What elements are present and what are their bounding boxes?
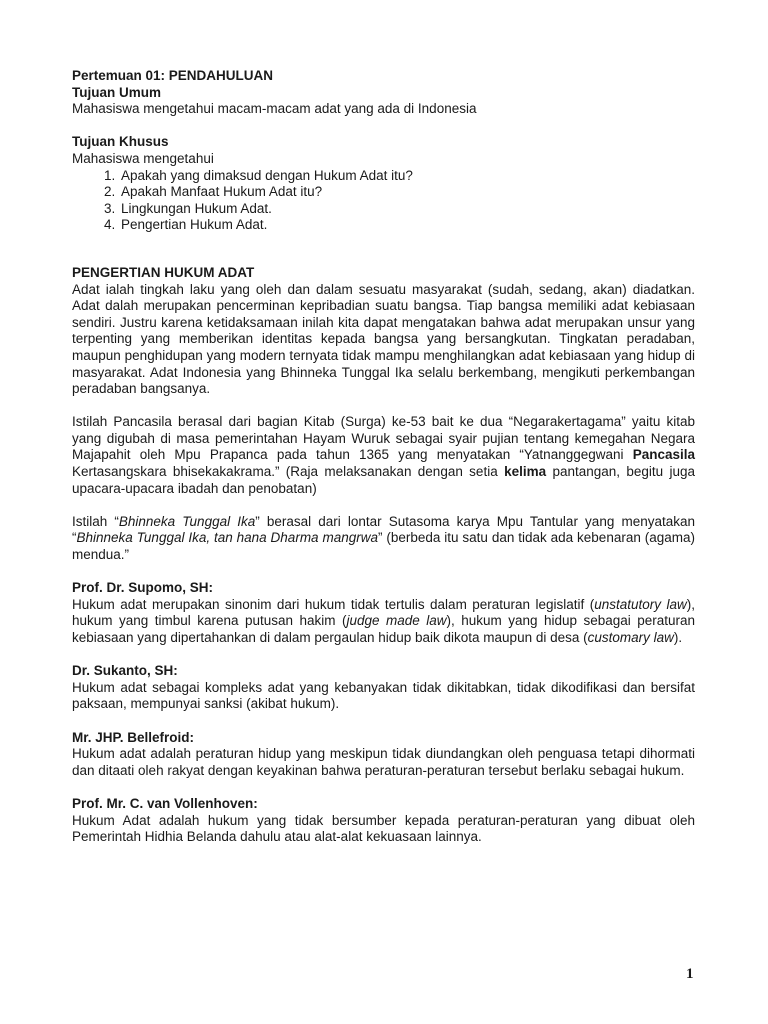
section-heading: PENGERTIAN HUKUM ADAT bbox=[72, 264, 255, 280]
general-goal-heading: Tujuan Umum bbox=[72, 84, 161, 100]
list-item: 1. Apakah yang dimaksud dengan Hukum Adat itu? bbox=[119, 168, 695, 185]
list-item: 4. Pengertian Hukum Adat. bbox=[119, 217, 695, 234]
list-item: 3. Lingkungan Hukum Adat. bbox=[119, 201, 695, 218]
expert-definition-supomo: Hukum adat merupakan sinonim dari hukum tidak tertulis dalam peraturan legislatif (unstatutory law), hukum yang timbul karena putusan hakim (judge made law), hukum yang hidup sebagai peraturan kebiasaan yang dipertahankan di dalam pergaulan hidup baik dikota maupun di desa (customary law). bbox=[72, 596, 696, 645]
paragraph-adat: Adat ialah tingkah laku yang oleh dan dalam sesuatu masyarakat (sudah, sedang, akan) diadatkan. Adat dalah merupakan pencerminan kepribadian suatu bangsa. Tiap bangsa memiliki adat kebiasaan sendiri. Justru karena ketidaksamaan inilah kita dapat mengatakan bahwa adat merupakan unsur yang terpenting yang memberikan identitas kepada bangsa yang bersangkutan. Tingkatan peradaban, maupun penghidupan yang modern ternyata tidak mampu menghilangkan adat kebiasaan yang hidup di masyarakat. Adat Indonesia yang Bhinneka Tunggal Ika selalu berkembang, mengikuti perkembangan peradaban bangsanya. bbox=[72, 281, 695, 397]
general-goal-text: Mahasiswa mengetahui macam-macam adat yang ada di Indonesia bbox=[72, 101, 477, 117]
paragraph-pancasila: Istilah Pancasila berasal dari bagian Kitab (Surga) ke-53 bait ke dua “Negarakertagama” yaitu kitab yang digubah di masa pemerintahan Hayam Wuruk sebagai syair pujian tentang kemegahan Negara Majapahit oleh Mpu Prapanca pada tahun 1365 yang menyatakan “Yatnanggegwani Pancasila Kertasangskara bhisekakakrama.” (Raja melaksanakan dengan setia kelima pantangan, begitu juga upacara-upacara ibadah dan penobatan) bbox=[72, 414, 696, 496]
list-item: 2. Apakah Manfaat Hukum Adat itu? bbox=[119, 184, 695, 201]
document-page bbox=[72, 68, 695, 846]
expert-name-supomo: Prof. Dr. Supomo, SH: bbox=[72, 580, 214, 596]
specific-goal-heading: Tujuan Khusus bbox=[72, 134, 169, 150]
expert-name-bellefroid: Mr. JHP. Bellefroid: bbox=[72, 729, 195, 745]
expert-definition-bellefroid: Hukum adat adalah peraturan hidup yang meskipun tidak diundangkan oleh penguasa tetapi dihormati dan ditaati oleh rakyat dengan keyakinan bahwa peraturan-peraturan tersebut berlaku sebagai hukum. bbox=[72, 746, 695, 778]
page-number: 1 bbox=[686, 966, 694, 982]
expert-name-sukanto: Dr. Sukanto, SH: bbox=[72, 663, 178, 679]
specific-goal-intro: Mahasiswa mengetahui bbox=[72, 150, 214, 166]
expert-definition-sukanto: Hukum adat sebagai kompleks adat yang kebanyakan tidak dikitabkan, tidak dikodifikasi dan bersifat paksaan, mempunyai sanksi (akibat hukum). bbox=[72, 679, 695, 712]
expert-name-vollenhoven: Prof. Mr. C. van Vollenhoven: bbox=[72, 795, 258, 811]
paragraph-bhinneka: Istilah “Bhinneka Tunggal Ika” berasal dari lontar Sutasoma karya Mpu Tantular yang menyatakan “Bhinneka Tunggal Ika, tan hana Dharma mangrwa” (berbeda itu satu dan tidak ada kebenaran (agama) mendua.” bbox=[72, 513, 695, 563]
meeting-title: Pertemuan 01: PENDAHULUAN bbox=[72, 68, 274, 83]
expert-definition-vollenhoven: Hukum Adat adalah hukum yang tidak bersumber kepada peraturan-peraturan yang dibuat oleh Pemerintah Hidhia Belanda dahulu atau alat-alat kekuasaan lainnya. bbox=[72, 812, 695, 845]
specific-goals-list bbox=[72, 168, 695, 234]
